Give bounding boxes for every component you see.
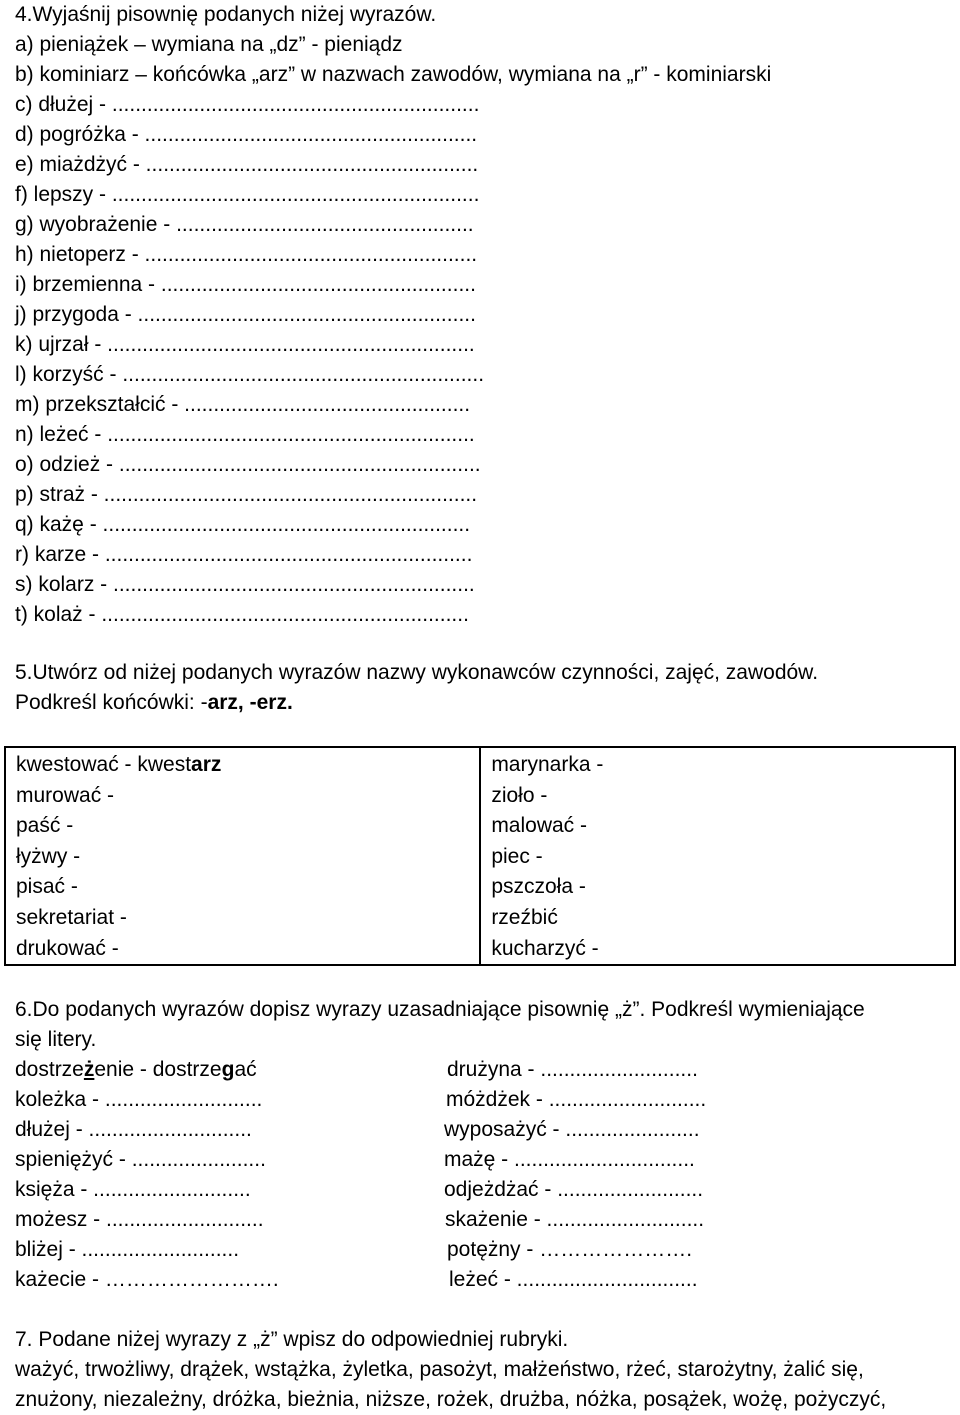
task5-cell: kwestować - kwestarz [5, 747, 480, 781]
task4-item-p: p) straż - ................................................................ [15, 483, 478, 506]
task7-words-line2: znużony, niezależny, dróżka, bieżnia, niższe, rożek, drużba, nóżka, posążek, wożę, pożyczyć, [15, 1388, 887, 1411]
task6-left-item: księża - ........................... [15, 1178, 251, 1201]
task4-item-g: g) wyobrażenie - ................................................... [15, 213, 474, 236]
task6-right-item: mażę - ............................... [444, 1148, 695, 1171]
task4-item-r: r) karze - ............................................................... [15, 543, 473, 566]
task6-example: dostrzeżenie - dostrzegać [15, 1058, 257, 1081]
task6-left-item: koleżka - ........................... [15, 1088, 263, 1111]
task5-cell: rzeźbić [491, 905, 558, 929]
task7-words-line1: ważyć, trwożliwy, drążek, wstążka, żyletka, pasożyt, małżeństwo, rżeć, starożytny, żalić się, [15, 1358, 864, 1381]
task4-item-q: q) każę - ............................................................... [15, 513, 471, 536]
task6-left-item: bliżej - ........................... [15, 1238, 240, 1261]
task4-item-b: b) kominiarz – końcówka „arz” w nazwach zawodów, wymiana na „r” - kominiarski [15, 63, 772, 86]
task4-item-s: s) kolarz - .............................................................. [15, 573, 475, 596]
task4-item-f: f) lepszy - ............................................................... [15, 183, 480, 206]
task4-item-l: l) korzyść - .............................................................. [15, 363, 485, 386]
task6-right-item: drużyna - ........................... [447, 1058, 698, 1081]
task4-title: 4.Wyjaśnij pisownię podanych niżej wyrazów. [15, 3, 437, 26]
task4-item-m: m) przekształcić - ................................................. [15, 393, 471, 416]
task6-right-item: leżeć - ............................... [449, 1268, 698, 1291]
task5-title: 5.Utwórz od niżej podanych wyrazów nazwy wykonawców czynności, zajęć, zawodów. [15, 661, 819, 684]
task4-item-k: k) ujrzał - ............................................................... [15, 333, 475, 356]
task6-left-item: każecie - ……………………. [15, 1268, 279, 1291]
task5-cell: marynarka - [491, 753, 604, 776]
task7-title: 7. Podane niżej wyrazy z „ż” wpisz do odpowiedniej rubryki. [15, 1328, 569, 1351]
task4-item-o: o) odzież - .............................................................. [15, 453, 481, 476]
task5-cell: pisać - [5, 872, 480, 903]
task6-right-item: skażenie - ........................... [445, 1208, 705, 1231]
task6-title-line1: 6.Do podanych wyrazów dopisz wyrazy uzasadniające pisownię „ż”. Podkreśl wymieniające [15, 998, 865, 1021]
task5-cell: malować - [491, 814, 588, 838]
task6-left-item: dłużej - ............................ [15, 1118, 252, 1141]
task4-item-i: i) brzemienna - ...................................................... [15, 273, 476, 296]
task6-left-item: spieniężyć - ....................... [15, 1148, 266, 1171]
task4-item-t: t) kolaż - ............................................................... [15, 603, 469, 626]
task4-item-j: j) przygoda - .......................................................... [15, 303, 476, 326]
task6-right-item: wyposażyć - ....................... [444, 1118, 700, 1141]
task5-cell: paść - [5, 811, 480, 842]
task4-item-n: n) leżeć - ............................................................... [15, 423, 475, 446]
task6-right-item: odjeżdżać - ......................... [444, 1178, 704, 1201]
task6-right-item: móżdżek - ........................... [446, 1088, 707, 1111]
task5-subtitle: Podkreśl końcówki: -arz, -erz. [15, 691, 293, 714]
task5-cell: pszczoła - [491, 875, 586, 899]
task4-item-c: c) dłużej - ............................................................... [15, 93, 480, 116]
task5-cell: łyżwy - [5, 842, 480, 873]
task5-cell: zioło - [491, 783, 548, 807]
task4-item-h: h) nietoperz - ......................................................... [15, 243, 478, 266]
task4-item-d: d) pogróżka - ......................................................... [15, 123, 478, 146]
task4-item-e: e) miażdżyć - ......................................................... [15, 153, 479, 176]
task5-cell: sekretariat - [5, 903, 480, 934]
task5-cell: piec - [491, 844, 543, 868]
task5-cell: kucharzyć - [491, 936, 599, 960]
task5-cell: drukować - [5, 934, 480, 966]
task6-right-item: potężny - …………………. [447, 1238, 693, 1261]
task4-item-a: a) pieniążek – wymiana na „dz” - pieniądz [15, 33, 403, 56]
task6-left-item: możesz - ........................... [15, 1208, 264, 1231]
task5-table [4, 746, 956, 966]
task5-cell: murować - [5, 781, 480, 812]
task6-title-line2: się litery. [15, 1028, 97, 1051]
